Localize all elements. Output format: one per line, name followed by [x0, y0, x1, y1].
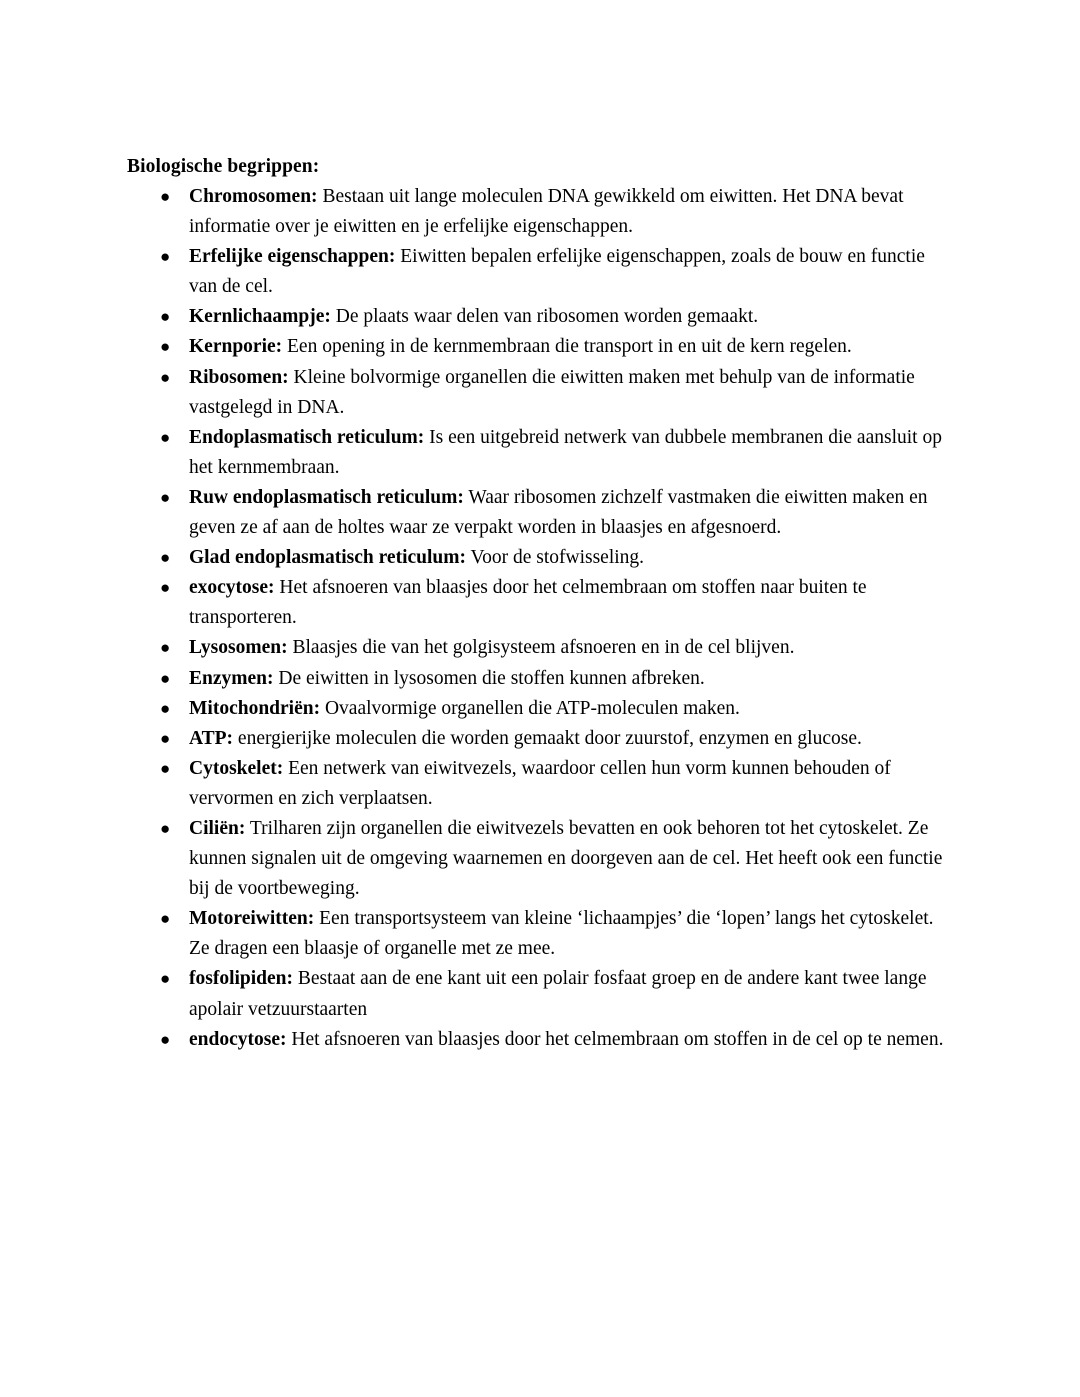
term-definition: energierijke moleculen die worden gemaakt door zuurstof, enzymen en glucose. — [233, 727, 862, 749]
bullet-icon: ● — [160, 307, 171, 327]
list-item — [127, 543, 955, 573]
term-label: exocytose: — [189, 577, 275, 599]
term-definition: Eiwitten bepalen erfelijke eigenschappen, zoals de bouw en functie van de cel. — [189, 246, 925, 298]
term-label: Endoplasmatisch reticulum: — [189, 426, 425, 448]
bullet-icon: ● — [160, 909, 171, 929]
term-label: Chromosomen: — [189, 186, 318, 207]
document-body — [127, 152, 955, 1055]
term-label: ATP: — [189, 727, 234, 749]
term-definition: Het afsnoeren van blaasjes door het celmembraan om stoffen naar buiten te transporteren. — [189, 577, 867, 629]
term-definition: Voor de stofwisseling. — [466, 547, 645, 569]
page-title: Biologische begrippen: — [127, 156, 320, 177]
bullet-icon: ● — [160, 818, 171, 838]
term-definition: Trilharen zijn organellen die eiwitvezels bevatten en ook behoren tot het cytoskelet. Ze kunnen signalen uit de omgeving waarnemen en doorgeven aan de cel. Het heeft ook een functie bij de voortbeweging. — [189, 817, 943, 900]
term-label: fosfolipiden: — [189, 968, 294, 990]
term-label: Erfelijke eigenschappen: — [189, 246, 396, 268]
term-label: Kernporie: — [189, 336, 283, 358]
bullet-icon: ● — [160, 758, 171, 778]
bullet-icon: ● — [160, 728, 171, 748]
bullet-icon: ● — [160, 578, 171, 598]
term-label: Cytoskelet: — [189, 757, 284, 779]
term-definition: Bestaan uit lange moleculen DNA gewikkeld om eiwitten. Het DNA bevat informatie over je eiwitten en je erfelijke eigenschappen. — [189, 186, 904, 238]
list-item — [127, 1025, 955, 1055]
list-item — [127, 814, 955, 904]
term-definition: Kleine bolvormige organellen die eiwitten maken met behulp van de informatie vastgelegd in DNA. — [189, 366, 915, 418]
term-label: Ruw endoplasmatisch reticulum: — [189, 486, 464, 508]
list-item — [127, 332, 955, 362]
term-label: Glad endoplasmatisch reticulum: — [189, 547, 466, 569]
bullet-icon: ● — [160, 187, 171, 206]
bullet-icon: ● — [160, 487, 171, 507]
term-label: Kernlichaampje: — [189, 306, 331, 328]
list-item — [127, 964, 955, 1024]
term-definition: Waar ribosomen zichzelf vastmaken die eiwitten maken en geven ze af aan de holtes waar ze verpakt worden in blaasjes en afgesnoerd. — [189, 486, 928, 539]
list-item — [127, 363, 955, 423]
term-definition: Bestaat aan de ene kant uit een polair fosfaat groep en de andere kant twee lange apolair vetzuurstaarten — [189, 968, 927, 1020]
list-item — [127, 633, 955, 663]
term-label: endocytose: — [189, 1028, 287, 1050]
bullet-icon: ● — [160, 427, 171, 447]
list-item — [127, 724, 955, 754]
term-definition: Een transportsysteem van kleine ‘lichaampjes’ die ‘lopen’ langs het cytoskelet. Ze dragen een blaasje of organelle met ze mee. — [189, 908, 934, 960]
list-item — [127, 302, 955, 332]
list-item — [127, 664, 955, 694]
term-definition: De eiwitten in lysosomen die stoffen kunnen afbreken. — [273, 667, 705, 689]
list-item — [127, 242, 955, 302]
bullet-icon: ● — [160, 698, 171, 718]
terms-list — [127, 182, 955, 1055]
list-item — [127, 423, 955, 483]
term-label: Ciliën: — [189, 817, 246, 839]
bullet-icon: ● — [160, 247, 171, 267]
bullet-icon: ● — [160, 969, 171, 989]
bullet-icon: ● — [160, 367, 171, 387]
term-label: Enzymen: — [189, 667, 274, 689]
bullet-icon: ● — [160, 668, 171, 688]
term-label: Mitochondriën: — [189, 697, 321, 719]
list-item — [127, 904, 955, 964]
term-definition: Een netwerk van eiwitvezels, waardoor cellen hun vorm kunnen behouden of vervormen en zich verplaatsen. — [189, 757, 891, 809]
bullet-icon: ● — [160, 638, 171, 658]
term-definition: De plaats waar delen van ribosomen worden gemaakt. — [330, 306, 759, 328]
term-definition: Blaasjes die van het golgisysteem afsnoeren en in de cel blijven. — [287, 637, 795, 659]
term-definition: Het afsnoeren van blaasjes door het celmembraan om stoffen in de cel op te nemen. — [286, 1028, 944, 1050]
term-label: Lysosomen: — [189, 637, 288, 659]
term-label: Ribosomen: — [189, 366, 289, 388]
term-definition: Is een uitgebreid netwerk van dubbele membranen die aansluit op het kernmembraan. — [189, 426, 942, 478]
list-item — [127, 754, 955, 814]
list-item — [127, 483, 955, 543]
list-item — [127, 694, 955, 724]
term-label: Motoreiwitten: — [189, 908, 315, 930]
bullet-icon: ● — [160, 337, 171, 357]
term-definition: Een opening in de kernmembraan die transport in en uit de kern regelen. — [282, 336, 852, 358]
term-definition: Ovaalvormige organellen die ATP-moleculen maken. — [320, 697, 740, 719]
list-item — [127, 573, 955, 633]
list-item — [127, 182, 955, 242]
bullet-icon: ● — [160, 548, 171, 568]
bullet-icon: ● — [160, 1029, 171, 1049]
